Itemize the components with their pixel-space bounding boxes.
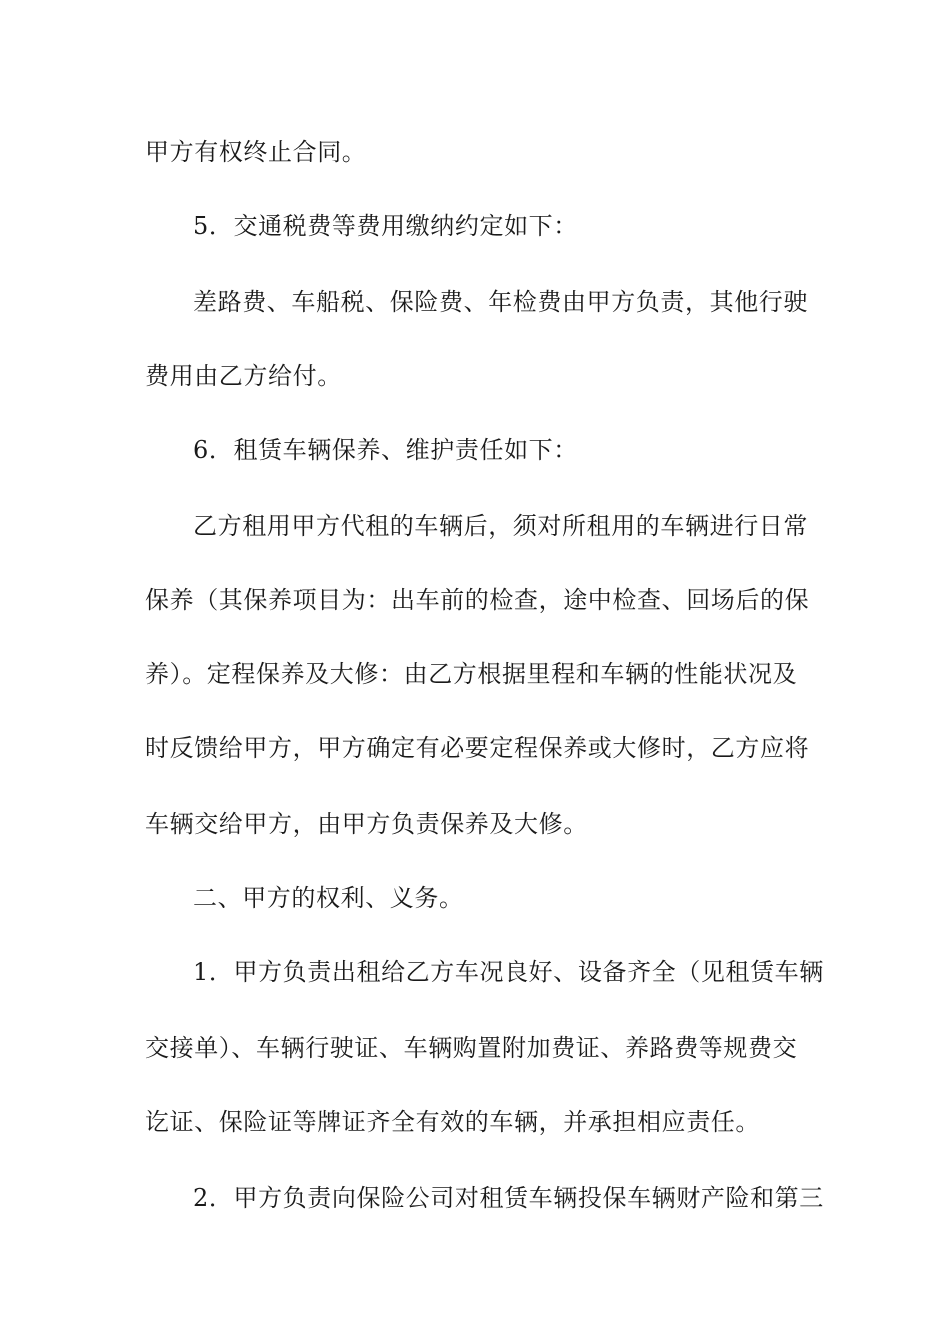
text-line: 时反馈给甲方，甲方确定有必要定程保养或大修时，乙方应将	[145, 734, 810, 762]
text-line: 养）。定程保养及大修：由乙方根据里程和车辆的性能状况及	[145, 660, 798, 688]
text-line: 保养（其保养项目为：出车前的检查，途中检查、回场后的保	[145, 586, 810, 614]
text-line: 讫证、保险证等牌证齐全有效的车辆，并承担相应责任。	[145, 1108, 760, 1136]
clause-heading: 1．甲方负责出租给乙方车况良好、设备齐全（见租赁车辆	[193, 958, 824, 986]
text-line: 差路费、车船税、保险费、年检费由甲方负责，其他行驶	[193, 288, 808, 316]
text-line: 车辆交给甲方，由甲方负责保养及大修。	[145, 810, 588, 838]
clause-heading: 2．甲方负责向保险公司对租赁车辆投保车辆财产险和第三	[193, 1184, 824, 1212]
clause-heading: 6．租赁车辆保养、维护责任如下：	[193, 436, 578, 464]
text-line: 甲方有权终止合同。	[145, 138, 367, 166]
clause-heading: 5．交通税费等费用缴纳约定如下：	[193, 212, 578, 240]
text-line: 费用由乙方给付。	[145, 362, 342, 390]
section-heading: 二、甲方的权利、义务。	[193, 884, 464, 912]
text-line: 交接单）、车辆行驶证、车辆购置附加费证、养路费等规费交	[145, 1034, 798, 1062]
text-line: 乙方租用甲方代租的车辆后，须对所租用的车辆进行日常	[193, 512, 808, 540]
